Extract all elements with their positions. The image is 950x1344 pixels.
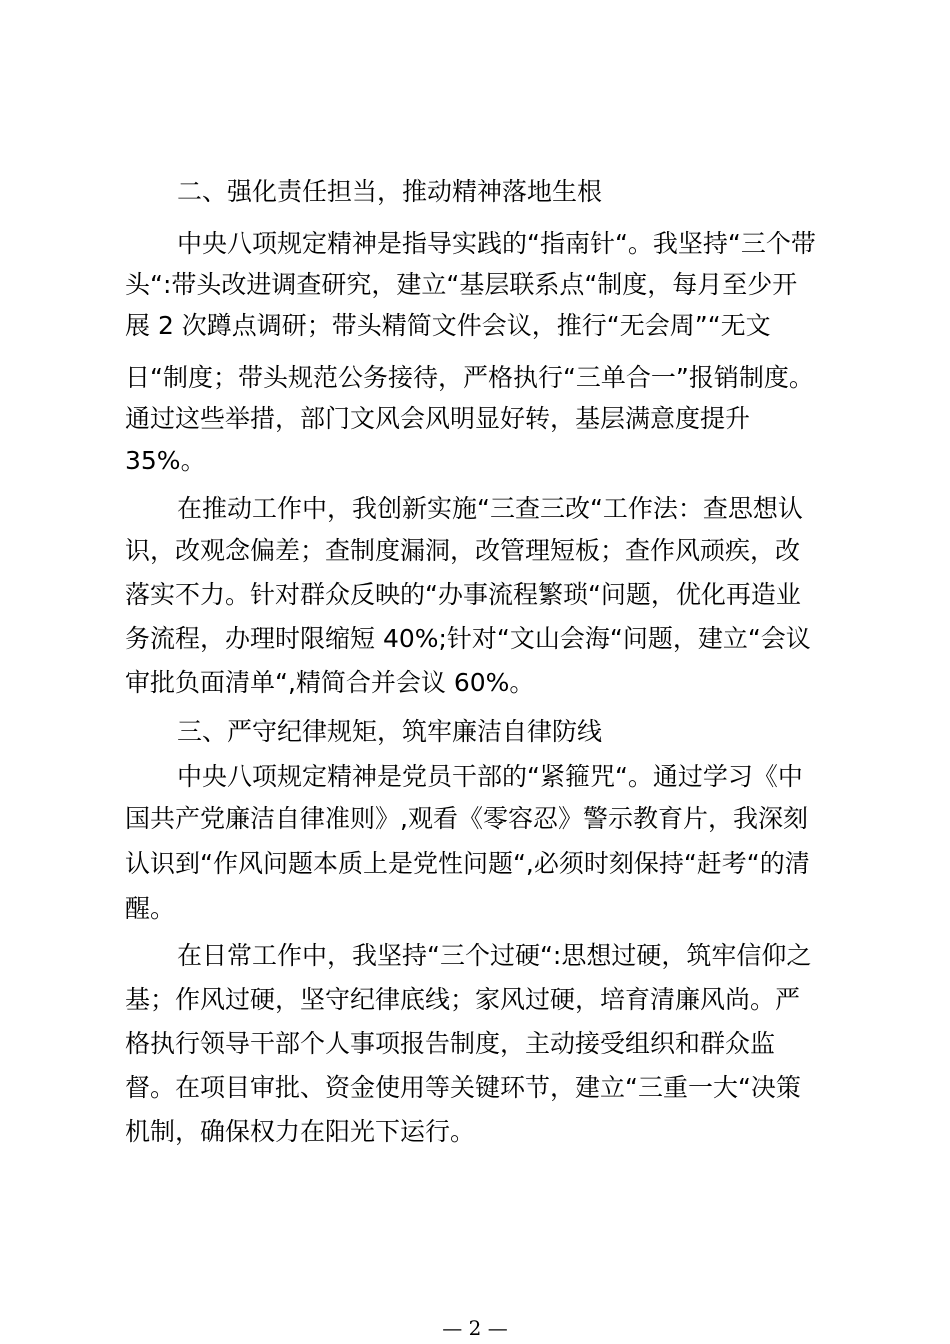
paragraph-line: 展 2 次蹲点调研；带头精简文件会议，推行“无会周”“无文 [125, 311, 771, 340]
paragraph-line: 醒。 [125, 894, 176, 923]
paragraph-line: 日“制度；带头规范公务接待，严格执行“三单合一”报销制度。 [125, 363, 814, 392]
paragraph-line: 头“:带头改进调查研究，建立“基层联系点“制度，每月至少开 [125, 270, 798, 299]
paragraph-line: 中央八项规定精神是党员干部的“紧箍咒“。通过学习《中 [177, 762, 803, 791]
paragraph-line: 格执行领导干部个人事项报告制度，主动接受组织和群众监 [125, 1029, 776, 1058]
paragraph-line: 落实不力。针对群众反映的“办事流程繁琐“问题，优化再造业 [125, 580, 801, 609]
paragraph-line: 国共产党廉洁自律准则》,观看《零容忍》警示教育片，我深刻 [125, 804, 808, 833]
paragraph-line: 中央八项规定精神是指导实践的“指南针“。我坚持“三个带 [177, 229, 816, 258]
paragraph-line: 在推动工作中，我创新实施“三查三改“工作法：查思想认 [177, 494, 803, 523]
paragraph-line: 认识到“作风问题本质上是党性问题“,必须时刻保持“赶考“的清 [125, 849, 810, 878]
paragraph-line: 在日常工作中，我坚持“三个过硬“:思想过硬，筑牢信仰之 [177, 941, 812, 970]
section-heading-three: 三、严守纪律规矩，筑牢廉洁自律防线 [177, 717, 603, 746]
page-number: — 2 — [442, 1316, 508, 1340]
paragraph-line: 通过这些举措，部门文风会风明显好转，基层满意度提升 [125, 404, 751, 433]
paragraph-line: 机制，确保权力在阳光下运行。 [125, 1117, 476, 1146]
section-heading-two: 二、强化责任担当，推动精神落地生根 [177, 177, 603, 206]
paragraph-line: 识，改观念偏差；查制度漏洞，改管理短板；查作风顽疾，改 [125, 536, 801, 565]
paragraph-line: 务流程，办理时限缩短 40%;针对“文山会海“问题，建立“会议 [125, 624, 811, 653]
paragraph-line: 督。在项目审批、资金使用等关键环节，建立“三重一大“决策 [125, 1073, 801, 1102]
paragraph-line: 基；作风过硬，坚守纪律底线；家风过硬，培育清廉风尚。严 [125, 985, 801, 1014]
paragraph-line: 35%。 [125, 446, 206, 475]
paragraph-line: 审批负面清单“,精简合并会议 60%。 [125, 668, 535, 697]
